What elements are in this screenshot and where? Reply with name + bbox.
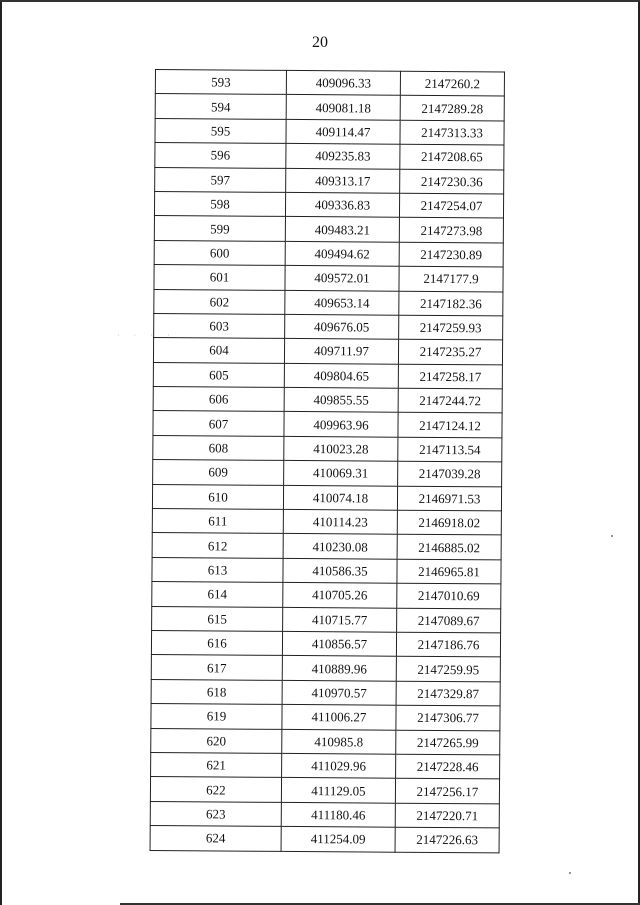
table-row	[154, 240, 503, 267]
table-row	[155, 118, 504, 145]
y-coordinate-cell: 2147259.95	[396, 657, 500, 682]
y-coordinate-cell: 2147235.27	[398, 340, 502, 365]
y-coordinate-cell: 2146885.02	[397, 535, 501, 560]
scan-speck	[569, 872, 571, 874]
scan-noise: · · · ·	[117, 331, 176, 340]
point-number-cell: 603	[154, 313, 285, 338]
table-row	[151, 679, 500, 706]
x-coordinate-cell: 410023.28	[284, 436, 398, 461]
page-number: 20	[312, 34, 328, 51]
point-number-cell: 622	[150, 777, 281, 802]
x-coordinate-cell: 409114.47	[286, 119, 400, 144]
y-coordinate-cell: 2147260.2	[400, 71, 504, 96]
y-coordinate-cell: 2147258.17	[398, 364, 502, 389]
point-number-cell: 600	[154, 240, 285, 265]
x-coordinate-cell: 411029.96	[282, 753, 396, 778]
point-number-cell: 612	[152, 533, 283, 558]
table-row	[155, 94, 504, 121]
point-number-cell: 602	[154, 289, 285, 314]
point-number-cell: 596	[155, 143, 286, 168]
table-row	[150, 777, 499, 804]
y-coordinate-cell: 2147124.12	[398, 413, 502, 438]
y-coordinate-cell: 2147254.07	[399, 193, 503, 218]
y-coordinate-cell: 2147220.71	[395, 803, 499, 828]
x-coordinate-cell: 409313.17	[286, 168, 400, 193]
table-row	[151, 704, 500, 731]
table-row	[155, 70, 504, 97]
point-number-cell: 595	[155, 118, 286, 143]
x-coordinate-cell: 411129.05	[281, 778, 395, 803]
point-number-cell: 606	[153, 387, 284, 412]
table-row	[154, 216, 503, 243]
table-row	[150, 801, 499, 828]
coordinates-table-wrapper	[150, 69, 505, 853]
point-number-cell: 619	[151, 704, 282, 729]
x-coordinate-cell: 409963.96	[284, 412, 398, 437]
y-coordinate-cell: 2146971.53	[397, 486, 501, 511]
y-coordinate-cell: 2147259.93	[399, 315, 503, 340]
point-number-cell: 623	[150, 801, 281, 826]
table-row	[152, 582, 501, 609]
point-number-cell: 617	[151, 655, 282, 680]
point-number-cell: 609	[153, 460, 284, 485]
x-coordinate-cell: 409804.65	[284, 363, 398, 388]
table-row	[154, 191, 503, 218]
x-coordinate-cell: 411180.46	[281, 802, 395, 827]
y-coordinate-cell: 2147230.36	[400, 169, 504, 194]
x-coordinate-cell: 411006.27	[282, 705, 396, 730]
y-coordinate-cell: 2147177.9	[399, 266, 503, 291]
x-coordinate-cell: 409081.18	[286, 95, 400, 120]
table-row	[152, 533, 501, 560]
x-coordinate-cell: 409653.14	[285, 290, 399, 315]
point-number-cell: 599	[154, 216, 285, 241]
table-row	[153, 338, 502, 365]
table-row	[153, 362, 502, 389]
x-coordinate-cell: 409676.05	[285, 314, 399, 339]
point-number-cell: 621	[151, 752, 282, 777]
table-row	[153, 460, 502, 487]
point-number-cell: 610	[152, 484, 283, 509]
y-coordinate-cell: 2147228.46	[396, 754, 500, 779]
point-number-cell: 601	[154, 265, 285, 290]
table-row	[155, 167, 504, 194]
point-number-cell: 597	[155, 167, 286, 192]
table-row	[153, 387, 502, 414]
y-coordinate-cell: 2147289.28	[400, 96, 504, 121]
table-row	[151, 728, 500, 755]
x-coordinate-cell: 409494.62	[285, 241, 399, 266]
table-row	[154, 313, 503, 340]
scan-speck	[611, 535, 613, 537]
x-coordinate-cell: 409855.55	[284, 387, 398, 412]
x-coordinate-cell: 410114.23	[283, 509, 397, 534]
x-coordinate-cell: 409336.83	[285, 192, 399, 217]
table-row	[151, 752, 500, 779]
table-row	[155, 143, 504, 170]
x-coordinate-cell: 410074.18	[283, 485, 397, 510]
x-coordinate-cell: 410715.77	[283, 607, 397, 632]
x-coordinate-cell: 409711.97	[284, 339, 398, 364]
point-number-cell: 620	[151, 728, 282, 753]
table-row	[153, 411, 502, 438]
y-coordinate-cell: 2147182.36	[399, 291, 503, 316]
y-coordinate-cell: 2147039.28	[398, 461, 502, 486]
y-coordinate-cell: 2147273.98	[399, 218, 503, 243]
x-coordinate-cell: 410230.08	[283, 534, 397, 559]
point-number-cell: 613	[152, 557, 283, 582]
y-coordinate-cell: 2147256.17	[395, 779, 499, 804]
y-coordinate-cell: 2147113.54	[398, 437, 502, 462]
y-coordinate-cell: 2147244.72	[398, 388, 502, 413]
point-number-cell: 615	[152, 606, 283, 631]
point-number-cell: 607	[153, 411, 284, 436]
x-coordinate-cell: 409235.83	[286, 144, 400, 169]
coordinates-table-body	[150, 70, 504, 853]
x-coordinate-cell: 410705.26	[283, 583, 397, 608]
x-coordinate-cell: 410069.31	[284, 461, 398, 486]
x-coordinate-cell: 410889.96	[282, 656, 396, 681]
point-number-cell: 594	[155, 94, 286, 119]
point-number-cell: 616	[151, 630, 282, 655]
scan-edge-left	[0, 0, 2, 905]
table-row	[152, 557, 501, 584]
point-number-cell: 605	[153, 362, 284, 387]
x-coordinate-cell: 410856.57	[282, 631, 396, 656]
y-coordinate-cell: 2147089.67	[397, 608, 501, 633]
scan-edge-top	[0, 0, 640, 2]
y-coordinate-cell: 2147306.77	[396, 705, 500, 730]
x-coordinate-cell: 409483.21	[285, 217, 399, 242]
y-coordinate-cell: 2147208.65	[400, 144, 504, 169]
y-coordinate-cell: 2147265.99	[396, 730, 500, 755]
x-coordinate-cell: 410985.8	[282, 729, 396, 754]
table-row	[151, 630, 500, 657]
table-row	[154, 265, 503, 292]
point-number-cell: 624	[150, 826, 281, 851]
y-coordinate-cell: 2146965.81	[397, 559, 501, 584]
point-number-cell: 604	[153, 338, 284, 363]
point-number-cell: 593	[155, 70, 286, 95]
x-coordinate-cell: 410586.35	[283, 558, 397, 583]
x-coordinate-cell: 409096.33	[286, 70, 400, 95]
table-row	[154, 289, 503, 316]
point-number-cell: 608	[153, 435, 284, 460]
table-row	[153, 435, 502, 462]
x-coordinate-cell: 411254.09	[281, 827, 395, 852]
table-row	[152, 606, 501, 633]
coordinates-table	[150, 69, 505, 853]
point-number-cell: 614	[152, 582, 283, 607]
table-row	[152, 484, 501, 511]
table-row	[152, 509, 501, 536]
x-coordinate-cell: 410970.57	[282, 680, 396, 705]
y-coordinate-cell: 2147313.33	[400, 120, 504, 145]
y-coordinate-cell: 2147010.69	[397, 583, 501, 608]
y-coordinate-cell: 2147226.63	[395, 827, 499, 852]
table-row	[150, 826, 499, 853]
point-number-cell: 611	[152, 509, 283, 534]
y-coordinate-cell: 2147230.89	[399, 242, 503, 267]
x-coordinate-cell: 409572.01	[285, 266, 399, 291]
y-coordinate-cell: 2146918.02	[397, 510, 501, 535]
y-coordinate-cell: 2147329.87	[396, 681, 500, 706]
y-coordinate-cell: 2147186.76	[396, 632, 500, 657]
point-number-cell: 618	[151, 679, 282, 704]
point-number-cell: 598	[154, 191, 285, 216]
table-row	[151, 655, 500, 682]
